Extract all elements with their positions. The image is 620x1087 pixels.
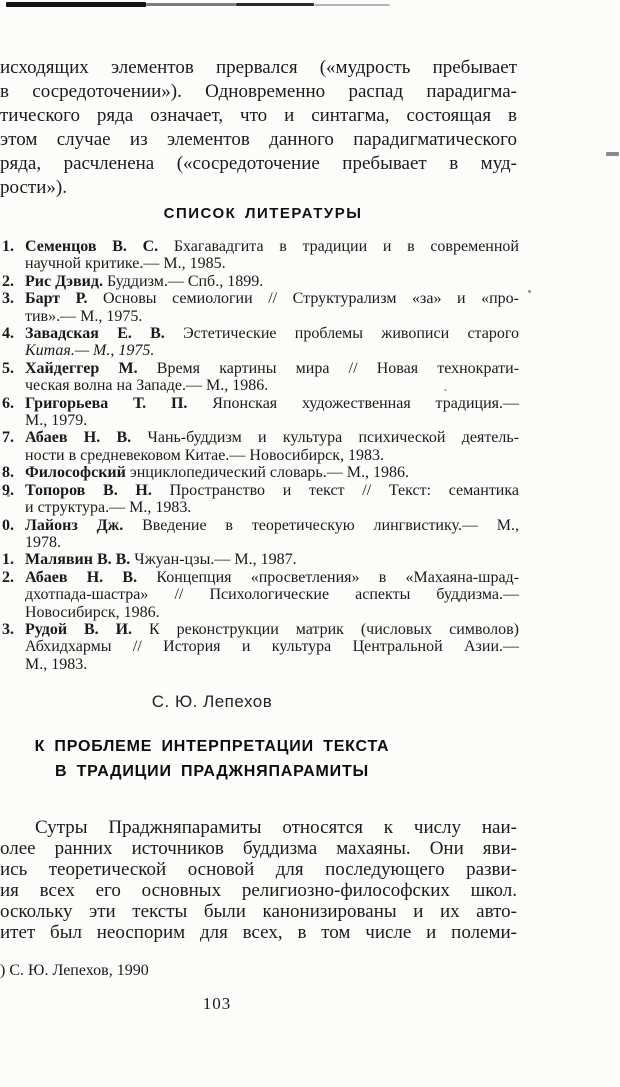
reference-number: 2. bbox=[2, 568, 14, 586]
reference-author: Абаев Н. В. bbox=[25, 568, 138, 586]
reference-line: 1978. bbox=[25, 533, 61, 551]
reference-text: Концепция «просветления» в «Махаяна-шрад- bbox=[156, 568, 520, 586]
reference-author: Григорьева Т. П. bbox=[25, 394, 188, 412]
reference-line: Абхидхармы // История и культура Центральной Азии.— bbox=[25, 638, 519, 656]
reference-number: 9. bbox=[2, 481, 14, 499]
reference-first-line bbox=[2, 464, 519, 482]
reference-number: 6. bbox=[2, 394, 14, 412]
reference-text: Буддизм.— Спб., 1899. bbox=[106, 272, 264, 290]
reference-number: 3. bbox=[2, 290, 14, 308]
paragraph-line: ия всех его основных религиозно-философских школ. bbox=[0, 880, 517, 901]
article-title-line: В ТРАДИЦИИ ПРАДЖНЯПАРАМИТЫ bbox=[55, 763, 369, 780]
reference-item bbox=[0, 395, 519, 430]
reference-text: Чжуан-цзы.— М., 1987. bbox=[134, 551, 297, 569]
reference-number: 2. bbox=[2, 272, 14, 290]
reference-line: Китая.— М., 1975. bbox=[25, 342, 155, 360]
reference-author: Философский bbox=[25, 464, 126, 482]
reference-first-line bbox=[2, 429, 520, 447]
reference-item bbox=[0, 290, 519, 325]
reference-number: 0. bbox=[2, 516, 14, 534]
reference-line: тив».— М., 1975. bbox=[25, 307, 143, 325]
article-paragraph bbox=[0, 817, 517, 943]
reference-number: 3. bbox=[2, 620, 14, 638]
right-edge-dash bbox=[606, 152, 619, 156]
reference-author: Завадская Е. В. bbox=[25, 325, 165, 343]
intro-paragraph bbox=[0, 56, 517, 200]
reference-first-line bbox=[2, 290, 520, 308]
paragraph-line: ись теоретической основой для последующего разви- bbox=[0, 859, 517, 880]
reference-first-line bbox=[2, 481, 520, 499]
paragraph-line: олее ранних источников буддизма махаяны. Они яви- bbox=[0, 838, 517, 859]
reference-item bbox=[0, 238, 519, 273]
article-title-line: К ПРОБЛЕМЕ ИНТЕРПРЕТАЦИИ ТЕКСТА bbox=[34, 738, 390, 755]
reference-first-line bbox=[2, 568, 520, 586]
paragraph-line: рости»). bbox=[0, 177, 67, 198]
reference-text: Эстетические проблемы живописи старого bbox=[183, 325, 519, 343]
reference-item bbox=[0, 325, 519, 360]
reference-number: 5. bbox=[2, 359, 14, 377]
reference-author: Барт Р. bbox=[25, 290, 88, 308]
reference-first-line bbox=[2, 325, 519, 343]
reference-author: Рудой В. И. bbox=[25, 620, 133, 638]
reference-text: Пространство и текст // Текст: семантика bbox=[169, 481, 520, 499]
reference-list bbox=[0, 238, 519, 673]
reference-text: Бхагавадгита в традиции и в современной bbox=[173, 238, 519, 255]
reference-author: Рис Дэвид. bbox=[25, 272, 103, 290]
paragraph-line: этом случае из элементов данного парадигматического bbox=[0, 129, 517, 150]
scan-streak-mid bbox=[146, 3, 236, 6]
reference-number: 4. bbox=[2, 325, 14, 343]
reference-text: К реконструкции матрик (числовых символов) bbox=[149, 620, 520, 638]
reference-first-line bbox=[2, 394, 519, 412]
reference-first-line bbox=[2, 551, 519, 569]
article-title bbox=[0, 734, 424, 784]
reference-author: Лайонз Дж. bbox=[25, 516, 124, 534]
reference-first-line bbox=[2, 359, 520, 377]
reference-author: Абаев Н. В. bbox=[25, 429, 132, 447]
reference-text: энциклопедический словарь.— М., 1986. bbox=[129, 464, 409, 482]
reference-author: Топоров В. Н. bbox=[25, 481, 152, 499]
bibliography-heading: СПИСОК ЛИТЕРАТУРЫ bbox=[163, 205, 363, 222]
reference-item bbox=[0, 360, 519, 395]
reference-item bbox=[0, 621, 519, 673]
reference-text: Время картины мира // Новая технократи- bbox=[156, 359, 520, 377]
reference-line: дхотпада-шастра» // Психологические аспекты буддизма.— bbox=[25, 586, 519, 604]
paragraph-line: Сутры Праджняпарамиты относятся к числу наи- bbox=[35, 817, 517, 838]
scan-streak-dark bbox=[6, 2, 146, 7]
reference-author: Малявин В. В. bbox=[25, 551, 131, 569]
reference-text: Чань-буддизм и культура психической деятель- bbox=[147, 429, 520, 447]
reference-line: ческая волна на Западе.— М., 1986. bbox=[25, 377, 269, 395]
copyright-note: ) С. Ю. Лепехов, 1990 bbox=[0, 962, 149, 979]
speck bbox=[528, 290, 531, 293]
reference-author: Хайдеггер М. bbox=[25, 359, 138, 377]
reference-item bbox=[0, 273, 519, 290]
reference-number: 1. bbox=[2, 238, 14, 255]
reference-author: Семенцов В. С. bbox=[25, 238, 159, 255]
reference-number: 1. bbox=[2, 551, 14, 569]
reference-first-line bbox=[2, 620, 520, 638]
reference-line: М., 1979. bbox=[25, 412, 88, 430]
paragraph-line: итет был неоспорим для всех, в том числе и полеми- bbox=[0, 922, 517, 943]
page-number: 103 bbox=[202, 994, 232, 1013]
paragraph-line: тического ряда означает, что и синтагма, состоящая в bbox=[0, 105, 517, 126]
reference-line: Новосибирск, 1986. bbox=[25, 603, 160, 621]
reference-item bbox=[0, 464, 519, 481]
scan-streak-dark2 bbox=[236, 3, 314, 6]
reference-number: 8. bbox=[2, 464, 14, 482]
reference-number: 7. bbox=[2, 429, 14, 447]
reference-first-line bbox=[2, 272, 519, 290]
reference-item bbox=[0, 569, 519, 621]
paragraph-line: оскольку эти тексты были канонизированы и их авто- bbox=[0, 901, 517, 922]
scan-streak-light bbox=[314, 4, 390, 6]
reference-text: Введение в теоретическую лингвистику.— М., bbox=[142, 516, 520, 534]
paragraph-line: в сосредоточении»). Одновременно распад парадигма- bbox=[0, 81, 517, 102]
reference-item bbox=[0, 517, 519, 552]
reference-line: М., 1983. bbox=[25, 655, 88, 673]
reference-first-line bbox=[2, 238, 519, 255]
reference-line: ности в средневековом Китае.— Новосибирск, 1983. bbox=[25, 446, 385, 464]
paragraph-line: исходящих элементов прервался («мудрость пребывает bbox=[0, 57, 517, 78]
article-author: С. Ю. Лепехов bbox=[151, 692, 273, 711]
reference-first-line bbox=[2, 516, 520, 534]
reference-item bbox=[0, 482, 519, 517]
paragraph-line: ряда, расчленена («сосредоточение пребывает в муд- bbox=[0, 153, 517, 174]
reference-item bbox=[0, 429, 519, 464]
reference-line: научной критике.— М., 1985. bbox=[25, 255, 226, 273]
reference-text: Основы семиологии // Структурализм «за» и «про- bbox=[103, 290, 520, 308]
reference-text: Японская художественная традиция.— bbox=[212, 394, 519, 412]
reference-item bbox=[0, 551, 519, 568]
reference-line: и структура.— М., 1983. bbox=[25, 499, 192, 517]
